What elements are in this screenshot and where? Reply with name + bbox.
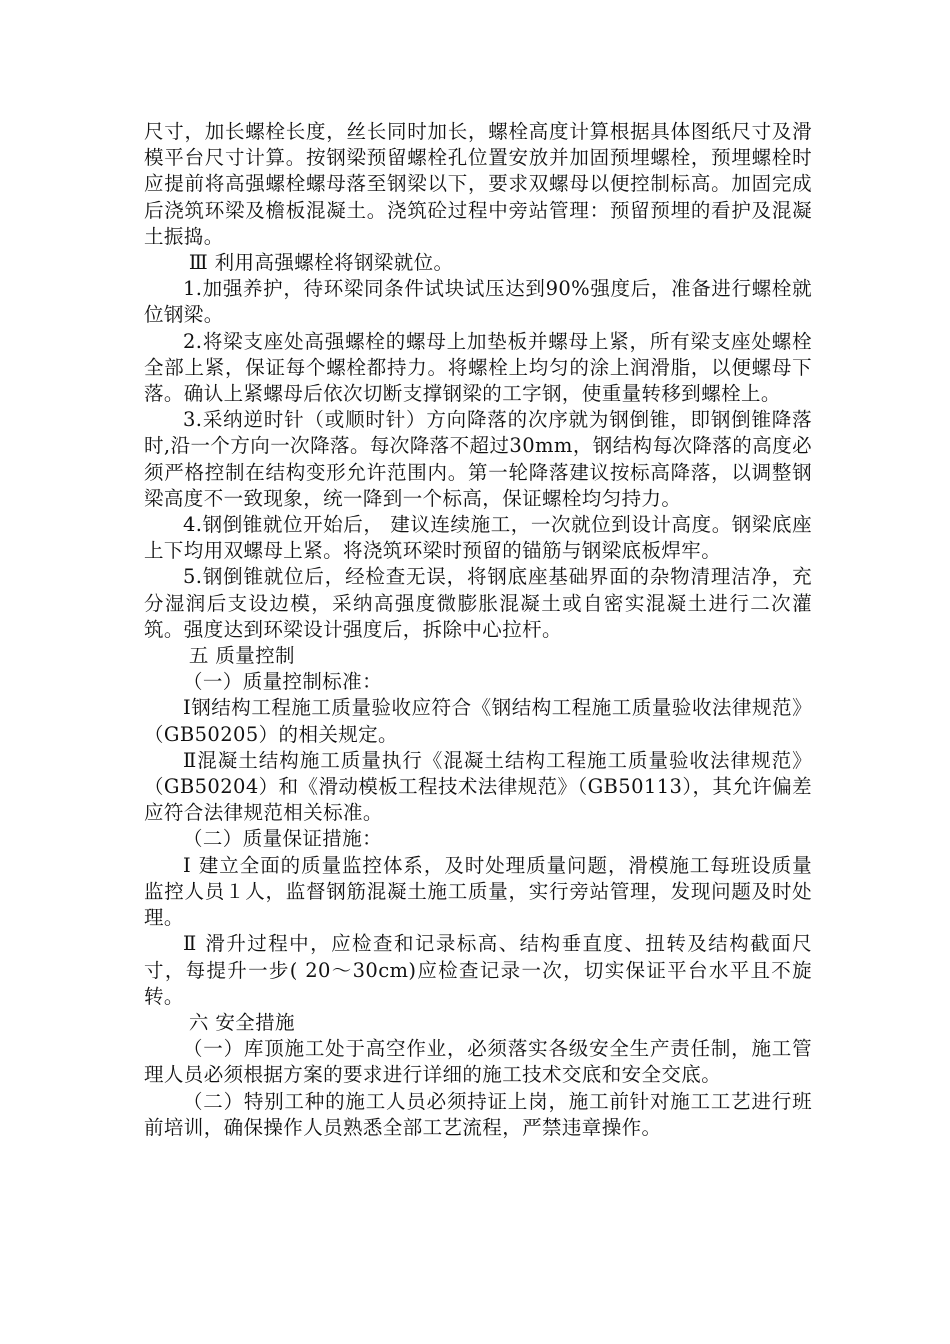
paragraph-continuation: 尺寸，加长螺栓长度，丝长同时加长，螺栓高度计算根据具体图纸尺寸及滑模平台尺寸计算。按钢梁预留螺栓孔位置安放并加固预埋螺栓，预埋螺栓时应提前将高强螺栓螺母落至钢梁以下，要求双螺母以便控制标高。加固完成后浇筑环梁及檐板混凝土。浇筑砼过程中旁站管理：预留预埋的看护及混凝土振捣。 [144,120,812,248]
subheading-quality-measures: （二）质量保证措施： [183,827,383,851]
section-heading-safety: 六 安全措施 [188,1010,295,1034]
safety-item-1: （一）库顶施工处于高空作业，必须落实各级安全生产责任制，施工管理人员必须根据方案的要求进行详细的施工技术交底和安全交底。 [144,1037,812,1087]
list-item-4: 4.钢倒锥就位开始后， 建议连续施工，一次就位到设计高度。钢梁底座上下均用双螺母上紧。将浇筑环梁时预留的锚筋与钢梁底板焊牢。 [144,513,812,563]
list-item-5: 5.钢倒锥就位后，经检查无误，将钢底座基础界面的杂物清理洁净，充分湿润后支设边模，采纳高强度微膨胀混凝土或自密实混凝土进行二次灌筑。强度达到环梁设计强度后，拆除中心拉杆。 [144,565,812,641]
measure-item-1: Ⅰ 建立全面的质量监控体系，及时处理质量问题，滑模施工每班设质量监控人员１人，监督钢筋混凝土施工质量，实行旁站管理，发现问题及时处理。 [144,853,812,930]
list-item-1: 1.加强养护，待环梁同条件试块试压达到90%强度后，准备进行螺栓就位钢梁。 [144,277,812,327]
standard-item-2: Ⅱ混凝土结构施工质量执行《混凝土结构工程施工质量验收法律规范》（GB50204）和《滑动模板工程技术法律规范》（GB50113），其允许偏差应符合法律规范相关标准。 [144,748,812,825]
standard-item-1: Ⅰ钢结构工程施工质量验收应符合《钢结构工程施工质量验收法律规范》（GB50205）的相关规定。 [144,696,812,746]
document-body [144,119,812,1141]
subheading-quality-standards: （一）质量控制标准： [183,670,383,694]
section-heading-quality-control: 五 质量控制 [188,644,295,668]
list-item-3: 3.采纳逆时针（或顺时针）方向降落的次序就为钢倒锥，即钢倒锥降落时,沿一个方向一次降落。每次降落不超过30mm，钢结构每次降落的高度必须严格控制在结构变形允许范围内。第一轮降落建议按标高降落，以调整钢梁高度不一致现象，统一降到一个标高，保证螺栓均匀持力。 [144,408,812,510]
safety-item-2: （二）特别工种的施工人员必须持证上岗，施工前针对施工工艺进行班前培训，确保操作人员熟悉全部工艺流程，严禁违章操作。 [144,1089,812,1139]
list-item-2: 2.将梁支座处高强螺栓的螺母上加垫板并螺母上紧，所有梁支座处螺栓全部上紧，保证每个螺栓都持力。将螺栓上均匀的涂上润滑脂，以便螺母下落。确认上紧螺母后依次切断支撑钢梁的工字钢，使重量转移到螺栓上。 [144,329,812,406]
subheading-step-3: Ⅲ 利用高强螺栓将钢梁就位。 [188,251,454,275]
measure-item-2: Ⅱ 滑升过程中，应检查和记录标高、结构垂直度、扭转及结构截面尺寸，每提升一步( 20～30cm)应检查记录一次，切实保证平台水平且不旋转。 [144,932,812,1008]
